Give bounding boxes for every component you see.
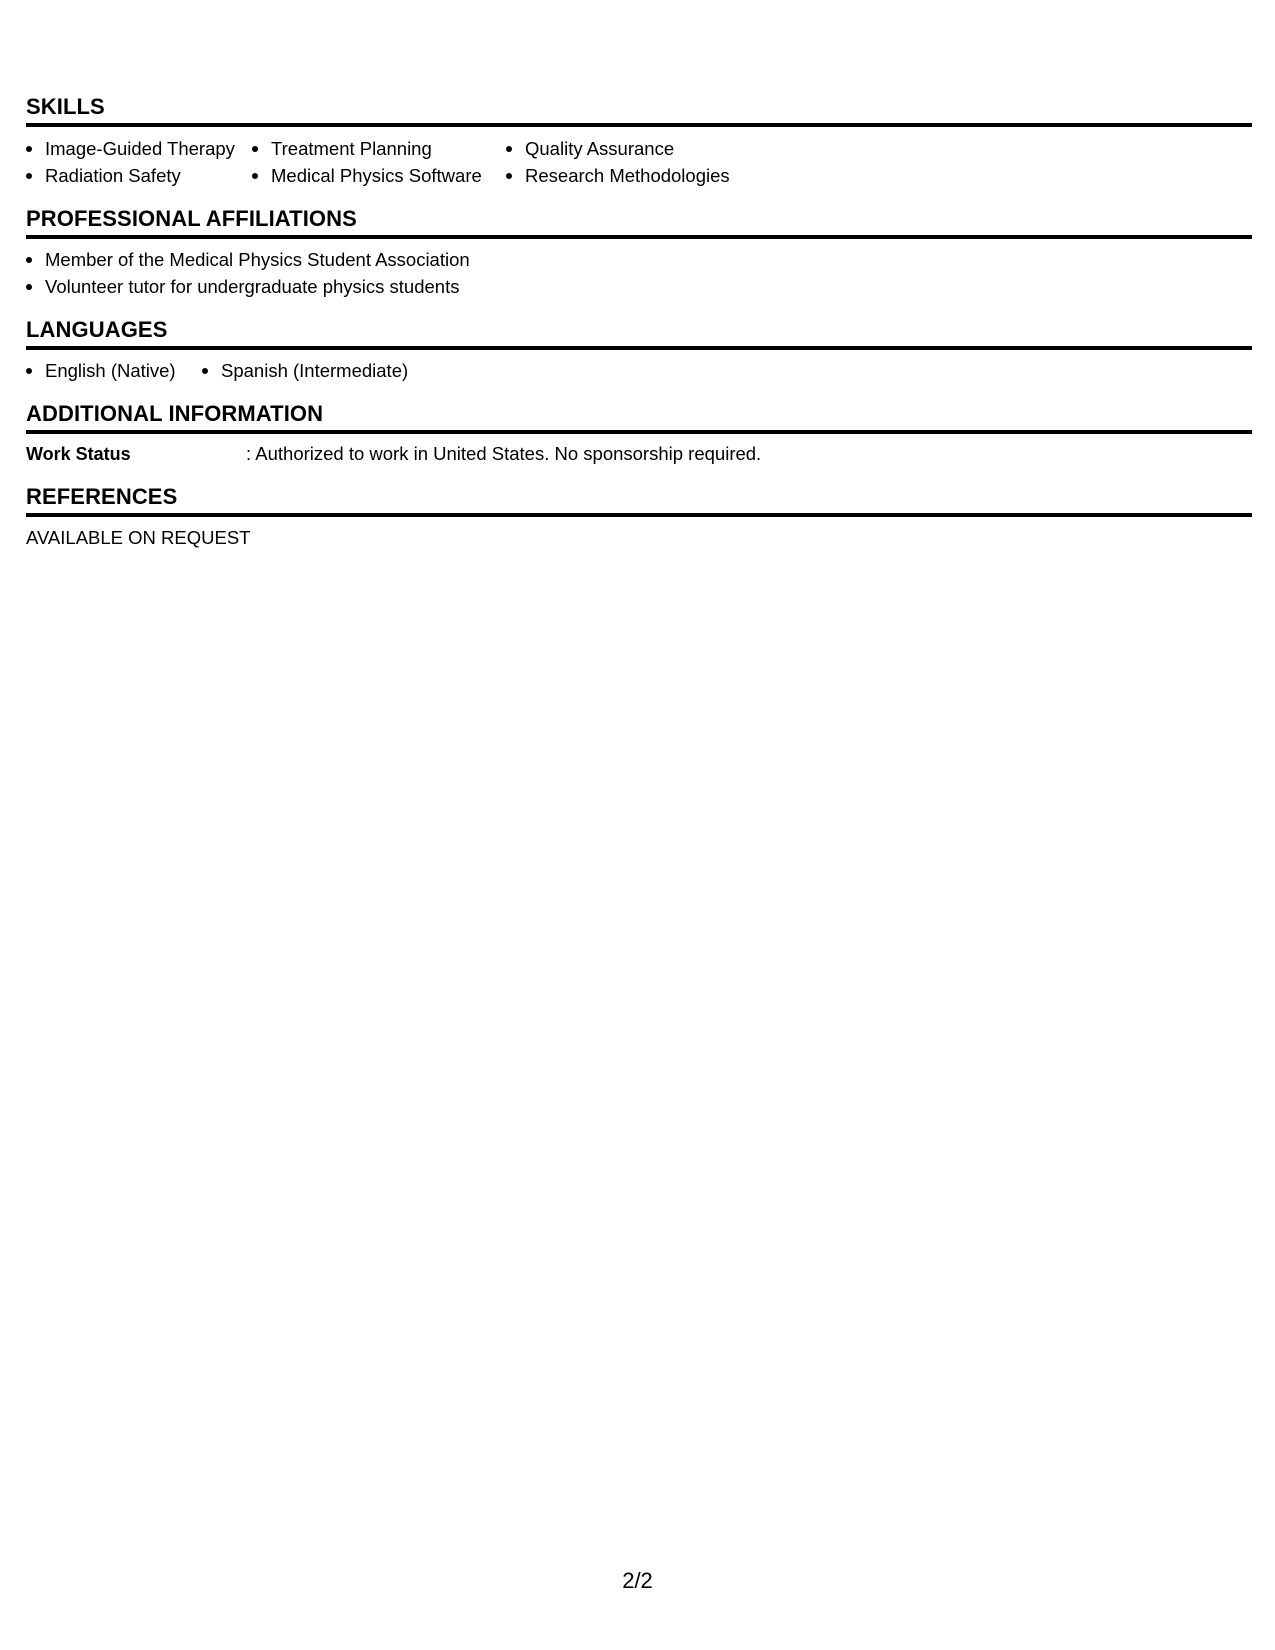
references-heading: REFERENCES [26, 484, 178, 509]
bullet-icon [252, 173, 258, 179]
affiliations-divider [26, 235, 1252, 239]
bullet-icon [26, 257, 32, 263]
skill-item: Image-Guided Therapy [26, 135, 235, 162]
affiliations-heading: PROFESSIONAL AFFILIATIONS [26, 206, 357, 231]
skills-column-3 [506, 135, 730, 189]
bullet-icon [506, 173, 512, 179]
bullet-icon [202, 368, 208, 374]
languages-heading: LANGUAGES [26, 317, 168, 342]
language-item: Spanish (Intermediate) [202, 357, 408, 384]
skills-column-2 [252, 135, 482, 189]
bullet-icon [26, 146, 32, 152]
skill-item: Medical Physics Software [252, 162, 482, 189]
page-number: 2/2 [622, 1568, 653, 1593]
affiliations-list [26, 246, 470, 300]
skills-column-1 [26, 135, 235, 189]
skill-item: Treatment Planning [252, 135, 482, 162]
additional-info-divider [26, 430, 1252, 434]
language-item: English (Native) [26, 357, 176, 384]
bullet-icon [252, 146, 258, 152]
skills-divider [26, 123, 1252, 127]
skill-item: Radiation Safety [26, 162, 235, 189]
affiliation-item: Member of the Medical Physics Student Association [26, 246, 470, 273]
skill-item: Quality Assurance [506, 135, 730, 162]
bullet-icon [506, 146, 512, 152]
skills-heading: SKILLS [26, 94, 105, 119]
additional-info-heading: ADDITIONAL INFORMATION [26, 401, 324, 426]
bullet-icon [26, 284, 32, 290]
affiliation-item: Volunteer tutor for undergraduate physics students [26, 273, 470, 300]
work-status-value: : Authorized to work in United States. No sponsorship required. [246, 443, 762, 464]
skill-item: Research Methodologies [506, 162, 730, 189]
references-divider [26, 513, 1252, 517]
references-text: AVAILABLE ON REQUEST [26, 527, 251, 548]
work-status-label: Work Status [26, 444, 131, 464]
bullet-icon [26, 368, 32, 374]
bullet-icon [26, 173, 32, 179]
languages-divider [26, 346, 1252, 350]
